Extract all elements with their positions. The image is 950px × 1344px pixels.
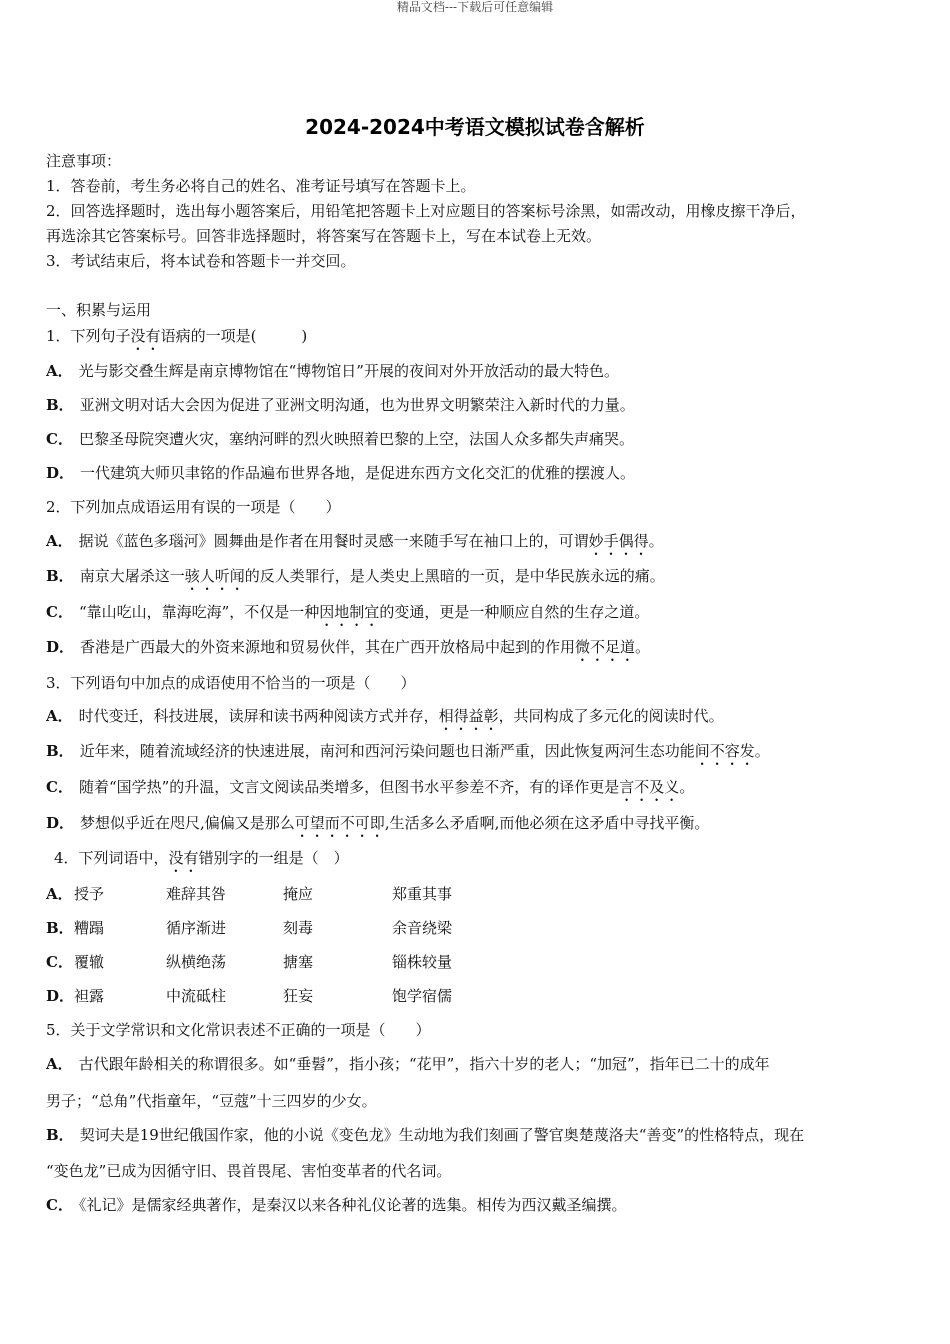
- option-text: 近年来，随着流域经济的快速进展，南河和西河污染问题也日渐严重，因此恢复两河生态功能: [79, 742, 695, 760]
- option-text: 据说《蓝色多瑙河》圆舞曲是作者在用餐时灵感一来随手写在袖口上的，可谓: [78, 532, 589, 550]
- question-3-option: [46, 777, 906, 805]
- section-heading: 一、积累与运用: [46, 301, 152, 319]
- option-label: A．: [46, 362, 73, 380]
- stem-dotted-text: 没有: [130, 327, 161, 345]
- option-label: D．: [46, 814, 75, 832]
- option-text: “靠山吃山，靠海吃海”，不仅是一种: [78, 603, 320, 621]
- question-5-option: [46, 1195, 906, 1215]
- question-4-row: [46, 986, 906, 1008]
- dotted-idiom: 骇人听闻: [184, 567, 245, 585]
- question-5-option: [46, 1125, 906, 1145]
- page-header-note: 精品文档---下载后可任意编辑: [396, 0, 554, 14]
- option-text: 古代跟年龄相关的称谓很多。如“垂髫”，指小孩；“花甲”，指六十岁的老人；“加冠”，指年已二十的成年: [78, 1055, 770, 1073]
- question-3-option: [46, 813, 906, 841]
- notice-item: 2．回答选择题时，选出每小题答案后，用铅笔把答题卡上对应题目的答案标号涂黑，如需改动，用橡皮擦干净后，: [46, 202, 806, 220]
- question-4-row: [46, 884, 906, 906]
- notice-item: 再选涂其它答案标号。回答非选择题时，将答案写在答题卡上，写在本试卷上无效。: [46, 227, 602, 245]
- option-text: 的变通，更是一种顺应自然的生存之道。: [379, 603, 650, 621]
- word-cell: 刻毒: [283, 919, 314, 937]
- dotted-idiom: 言不及义: [619, 778, 680, 796]
- question-3-option: [46, 741, 906, 769]
- word-cell: 郑重其事: [392, 885, 453, 903]
- option-text: 光与影交叠生辉是南京博物馆在“博物馆日”开展的夜间对外开放活动的最大特色。: [78, 362, 619, 380]
- stem-dotted-text: 没有: [168, 849, 199, 867]
- option-label: C．: [46, 778, 73, 796]
- word-cell: 饱学宿儒: [392, 987, 453, 1005]
- option-label: A．: [46, 885, 73, 903]
- notice-item: 1．答卷前，考生务必将自己的姓名、准考证号填写在答题卡上。: [46, 177, 476, 195]
- question-1-option: [46, 429, 906, 449]
- option-text: 。: [635, 638, 651, 656]
- dotted-idiom: 可望而不可即: [294, 814, 385, 832]
- option-text: 香港是广西最大的外资来源地和贸易伙伴，其在广西开放格局中起到的作用: [80, 638, 576, 656]
- option-text: 南京大屠杀这一: [79, 567, 185, 585]
- option-label: C．: [46, 1196, 73, 1214]
- word-cell: 袒露: [74, 987, 105, 1005]
- question-1-stem: [46, 326, 906, 354]
- word-cell: 搪塞: [283, 953, 314, 971]
- word-cell: 纵横绝荡: [166, 953, 227, 971]
- option-label: A．: [46, 532, 73, 550]
- page-title: 2024-2024中考语文模拟试卷含解析: [305, 115, 645, 139]
- stem-text: 语病的一项是( ): [160, 327, 308, 345]
- question-3-stem: 3．下列语句中加点的成语使用不恰当的一项是（ ）: [46, 674, 416, 692]
- option-label: B．: [46, 1126, 74, 1144]
- option-label: C．: [46, 430, 73, 448]
- dotted-idiom: 相得益彰: [438, 707, 499, 725]
- question-5-stem: 5．关于文学常识和文化常识表述不正确的一项是（ ）: [46, 1021, 431, 1039]
- question-2-option: [46, 602, 906, 630]
- word-cell: 循序渐进: [166, 919, 227, 937]
- word-cell: 授予: [74, 885, 105, 903]
- word-cell: 难辞其咎: [166, 885, 227, 903]
- question-1-option: [46, 463, 906, 483]
- question-1-option: [46, 361, 906, 381]
- option-label: B．: [46, 919, 74, 937]
- question-2-option: [46, 531, 906, 559]
- option-text: ,生活多么矛盾啊,而他必须在这矛盾中寻找平衡。: [384, 814, 710, 832]
- option-text: 亚洲文明对话大会因为促进了亚洲文明沟通，也为世界文明繁荣注入新时代的力量。: [79, 396, 635, 414]
- notice-heading: 注意事项：: [46, 152, 122, 170]
- option-text: 《礼记》是儒家经典著作，是秦汉以来各种礼仪论著的选集。相传为西汉戴圣编撰。: [78, 1196, 627, 1214]
- word-cell: 中流砥柱: [166, 987, 227, 1005]
- option-label: D．: [46, 638, 75, 656]
- dotted-idiom: 因地制宜: [319, 603, 380, 621]
- question-2-option: [46, 566, 906, 594]
- question-2-option: [46, 637, 906, 665]
- option-text: 的反人类罪行，是人类史上黑暗的一页，是中华民族永远的痛。: [244, 567, 665, 585]
- stem-text: 4．下列词语中，: [54, 849, 169, 867]
- dotted-idiom: 间不容发: [694, 742, 755, 760]
- notice-item: 3．考试结束后，将本试卷和答题卡一并交回。: [46, 252, 356, 270]
- option-text: 。: [679, 778, 695, 796]
- word-cell: 覆辙: [74, 953, 105, 971]
- stem-text: 错别字的一组是（ ）: [198, 849, 349, 867]
- option-label: B．: [46, 742, 74, 760]
- question-4-row: [46, 918, 906, 940]
- option-text: 梦想似乎近在咫尺,偏偏又是那么: [80, 814, 295, 832]
- word-cell: 余音绕梁: [392, 919, 453, 937]
- question-2-stem: 2．下列加点成语运用有误的一项是（ ）: [46, 498, 341, 516]
- dotted-idiom: 妙手偶得: [588, 532, 649, 550]
- question-4-stem: [54, 848, 914, 876]
- option-text: ，共同构成了多元化的阅读时代。: [498, 707, 724, 725]
- question-1-option: [46, 395, 906, 415]
- option-label: A．: [46, 1055, 73, 1073]
- option-text: 。: [754, 742, 770, 760]
- option-text: 时代变迁，科技进展，读屏和读书两种阅读方式并存，: [78, 707, 439, 725]
- question-5-option: [46, 1054, 906, 1074]
- question-4-row: [46, 952, 906, 974]
- option-label: B．: [46, 396, 74, 414]
- question-5-option-continued: “变色龙”已成为因循守旧、畏首畏尾、害怕变革者的代名词。: [46, 1162, 452, 1180]
- word-cell: 狂妄: [283, 987, 314, 1005]
- option-text: 巴黎圣母院突遭火灾，塞纳河畔的烈火映照着巴黎的上空，法国人众多都失声痛哭。: [78, 430, 634, 448]
- option-label: B．: [46, 567, 74, 585]
- question-3-option: [46, 706, 906, 734]
- word-cell: 掩应: [283, 885, 314, 903]
- word-cell: 锱株较量: [392, 953, 453, 971]
- option-label: A．: [46, 707, 73, 725]
- option-label: C．: [46, 603, 73, 621]
- option-label: D．: [46, 464, 75, 482]
- option-text: 一代建筑大师贝聿铭的作品遍布世界各地，是促进东西方文化交汇的优雅的摆渡人。: [80, 464, 636, 482]
- dotted-idiom: 微不足道: [575, 638, 636, 656]
- question-5-option-continued: 男子；“总角”代指童年，“豆蔻”十三四岁的少女。: [46, 1092, 377, 1110]
- option-text: 契诃夫是19世纪俄国作家，他的小说《变色龙》生动地为我们刻画了警官奥楚蔑洛夫“善变”的性格特点，现在: [79, 1126, 805, 1144]
- option-text: 随着“国学热”的升温，文言文阅读品类增多，但图书水平参差不齐，有的译作更是: [78, 778, 620, 796]
- word-cell: 糟蹋: [74, 919, 105, 937]
- option-text: 。: [648, 532, 664, 550]
- option-label: D．: [46, 987, 75, 1005]
- option-label: C．: [46, 953, 73, 971]
- stem-text: 1．下列句子: [46, 327, 131, 345]
